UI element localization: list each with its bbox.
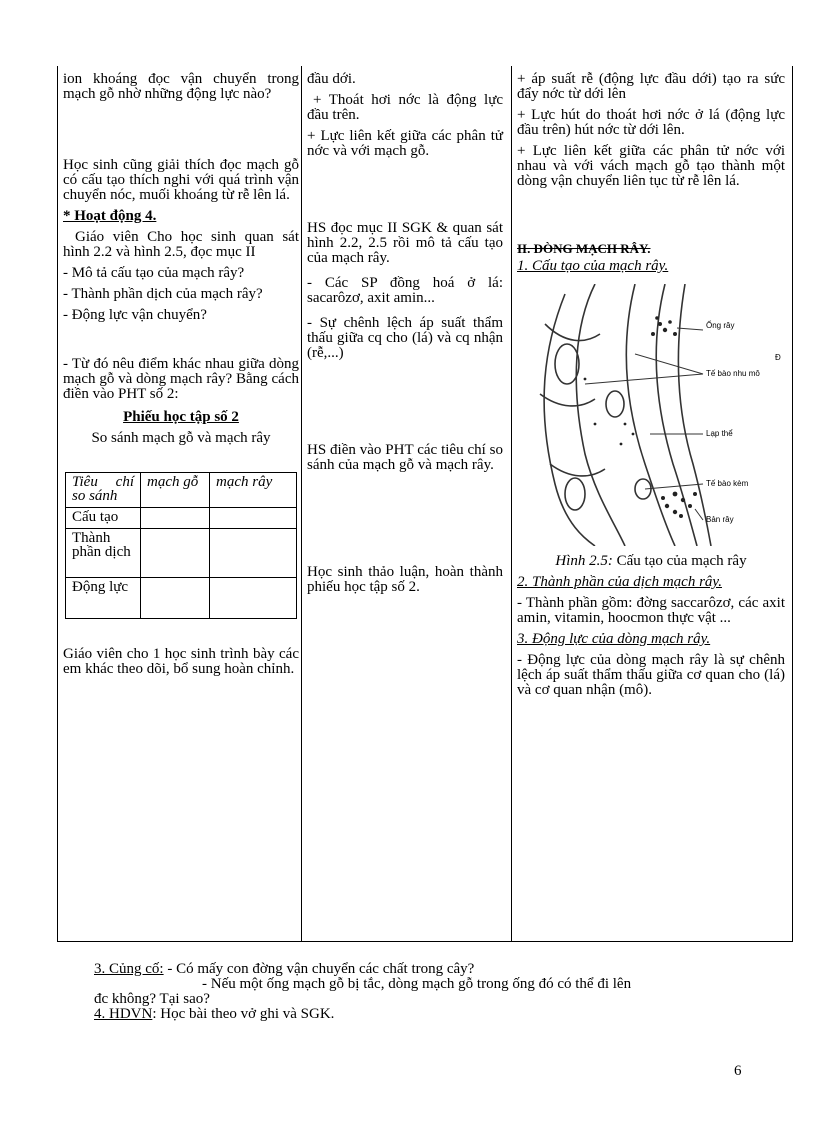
caption-label: Hình 2.5: <box>555 553 613 569</box>
header-criteria: Tiêu chí so sánh <box>66 473 141 508</box>
activity-title <box>63 209 299 224</box>
row-label: Động lực <box>66 578 141 619</box>
homework-text: : Học bài theo vở ghi và SGK. <box>152 1006 335 1022</box>
lesson-footer <box>94 962 754 1022</box>
phloem-diagram <box>525 284 787 546</box>
table-cell <box>141 508 210 529</box>
table-cell <box>141 578 210 619</box>
answer-d1: Học sinh thảo luận, hoàn thành phiếu học tập số 2. <box>307 564 503 595</box>
answer-a2: + Thoát hơi nớc là động lực đầu trên. <box>307 92 503 123</box>
table-cell <box>210 578 297 619</box>
teacher-activity-column <box>63 72 299 683</box>
row-label: Cấu tạo <box>66 508 141 529</box>
table-border-bottom <box>57 941 793 942</box>
content-p4: - Thành phần gồm: đờng saccarôzơ, các axit amin, vitamin, hoocmon thực vật ... <box>517 595 785 626</box>
sheet-subtitle: So sánh mạch gỗ và mạch rây <box>91 430 271 446</box>
answer-b1: HS đọc mục II SGK & quan sát hình 2.2, 2.5 rồi mô tả cấu tạo của mạch rây. <box>307 220 503 266</box>
header-phloem: mạch rây <box>210 473 297 508</box>
table-row <box>66 529 297 578</box>
answer-b2: - Các SP đồng hoá ở lá: sacarôzơ, axit amin... <box>307 275 503 306</box>
subheading-2: 2. Thành phần của dịch mạch rây. <box>517 574 722 590</box>
student-explain: Học sinh cũng giải thích đọc mạch gỗ có cấu tạo thích nghi với quá trình vận chuyển nóc, muối khoáng từ rễ lên lá. <box>63 157 299 203</box>
content-p3: + Lực liên kết giữa các phân tử nớc với nhau và với vách mạch gỗ tạo thành một dòng vận chuyển liên tục từ rễ lên lá. <box>517 143 785 189</box>
answer-c1: HS điền vào PHT các tiêu chí so sánh của mạch gỗ và mạch rây. <box>307 442 503 473</box>
label-te-bao-nhu-mo: Tế bào nhu mô <box>706 369 760 378</box>
question-intro: ion khoáng đọc vận chuyển trong mạch gỗ nhờ những động lực nào? <box>63 71 299 102</box>
table-cell <box>210 508 297 529</box>
answer-a1: đầu dới. <box>307 71 356 87</box>
footer-line-1 <box>94 962 754 977</box>
table-row <box>66 578 297 619</box>
label-ong-ray: Ống rây <box>706 321 735 330</box>
answer-a3: + Lực liên kết giữa các phân tử nớc và với mạch gỗ. <box>307 128 503 159</box>
column-divider-1 <box>301 66 302 942</box>
activity-title-text: * Hoạt động 4. <box>63 208 157 224</box>
table-border-left <box>57 66 58 942</box>
sheet-title <box>63 410 299 425</box>
footer-line-4 <box>94 1007 754 1022</box>
section-2-title-text: II. DÒNG MẠCH RÂY. <box>517 241 651 256</box>
caption-text: Cấu tạo của mạch rây <box>612 553 747 569</box>
label-lap-the: Lạp thể <box>706 429 733 438</box>
sheet-title-text: Phiếu học tập số 2 <box>123 409 239 425</box>
label-ban-ray: Bản rây <box>706 515 734 524</box>
question-1: - Mô tả cấu tạo của mạch rây? <box>63 265 245 281</box>
content-p1: + áp suất rễ (động lực đầu dới) tạo ra sức đẩy nớc từ dới lên <box>517 71 785 102</box>
table-cell <box>210 529 297 578</box>
page-number: 6 <box>734 1063 742 1079</box>
student-activity-column <box>307 72 503 601</box>
consolidation-q1: - Có mấy con đờng vận chuyển các chất trong cây? <box>163 961 475 977</box>
column-divider-2 <box>511 66 512 942</box>
subheading-3: 3. Động lực của dòng mạch rây. <box>517 631 711 647</box>
consolidation-label: 3. Củng cố: <box>94 961 164 977</box>
table-cell <box>141 529 210 578</box>
question-3: - Động lực vận chuyển? <box>63 307 207 323</box>
header-xylem: mạch gỗ <box>141 473 210 508</box>
label-te-bao-kem: Tế bào kèm <box>706 479 749 488</box>
figure-caption <box>517 554 785 569</box>
homework-label: 4. HDVN <box>94 1006 153 1022</box>
closing-note: Giáo viên cho 1 học sinh trình bày các em khác theo dõi, bổ sung hoàn chỉnh. <box>63 646 299 677</box>
lesson-table <box>57 66 793 942</box>
section-2-title <box>517 241 785 257</box>
subheading-1: 1. Cấu tạo của mạch rây. <box>517 258 669 274</box>
question-4: - Từ đó nêu điểm khác nhau giữa dòng mạch gỗ và dòng mạch rây? Bằng cách điền vào PHT số 2: <box>63 356 299 402</box>
footer-line-3: đc không? Tại sao? <box>94 991 210 1007</box>
content-column <box>517 72 785 704</box>
table-border-right <box>792 66 793 942</box>
comparison-table <box>65 472 297 619</box>
label-d: Đ <box>775 353 781 362</box>
content-p2: + Lực hút do thoát hơi nớc ở lá (động lực đầu trên) hút nớc từ dới lên. <box>517 107 785 138</box>
row-label: Thành phần dịch <box>66 529 141 578</box>
content-p5: - Động lực của dòng mạch rây là sự chênh lệch áp suất thẩm thấu giữa cơ quan cho (lá) và cơ quan nhận (mô). <box>517 652 785 698</box>
table-row <box>66 508 297 529</box>
teacher-intro: Giáo viên Cho học sinh quan sát hình 2.2 và hình 2.5, đọc mục II <box>63 229 299 260</box>
question-2: - Thành phần dịch của mạch rây? <box>63 286 263 302</box>
phloem-figure <box>525 284 787 546</box>
footer-line-2: - Nếu một ống mạch gỗ bị tắc, dòng mạch gỗ trong ống đó có thể đi lên <box>202 976 632 992</box>
answer-b3: - Sự chênh lệch áp suất thẩm thấu giữa cq cho (lá) và cq nhận (rễ,...) <box>307 315 503 361</box>
table-header-row <box>66 473 297 508</box>
